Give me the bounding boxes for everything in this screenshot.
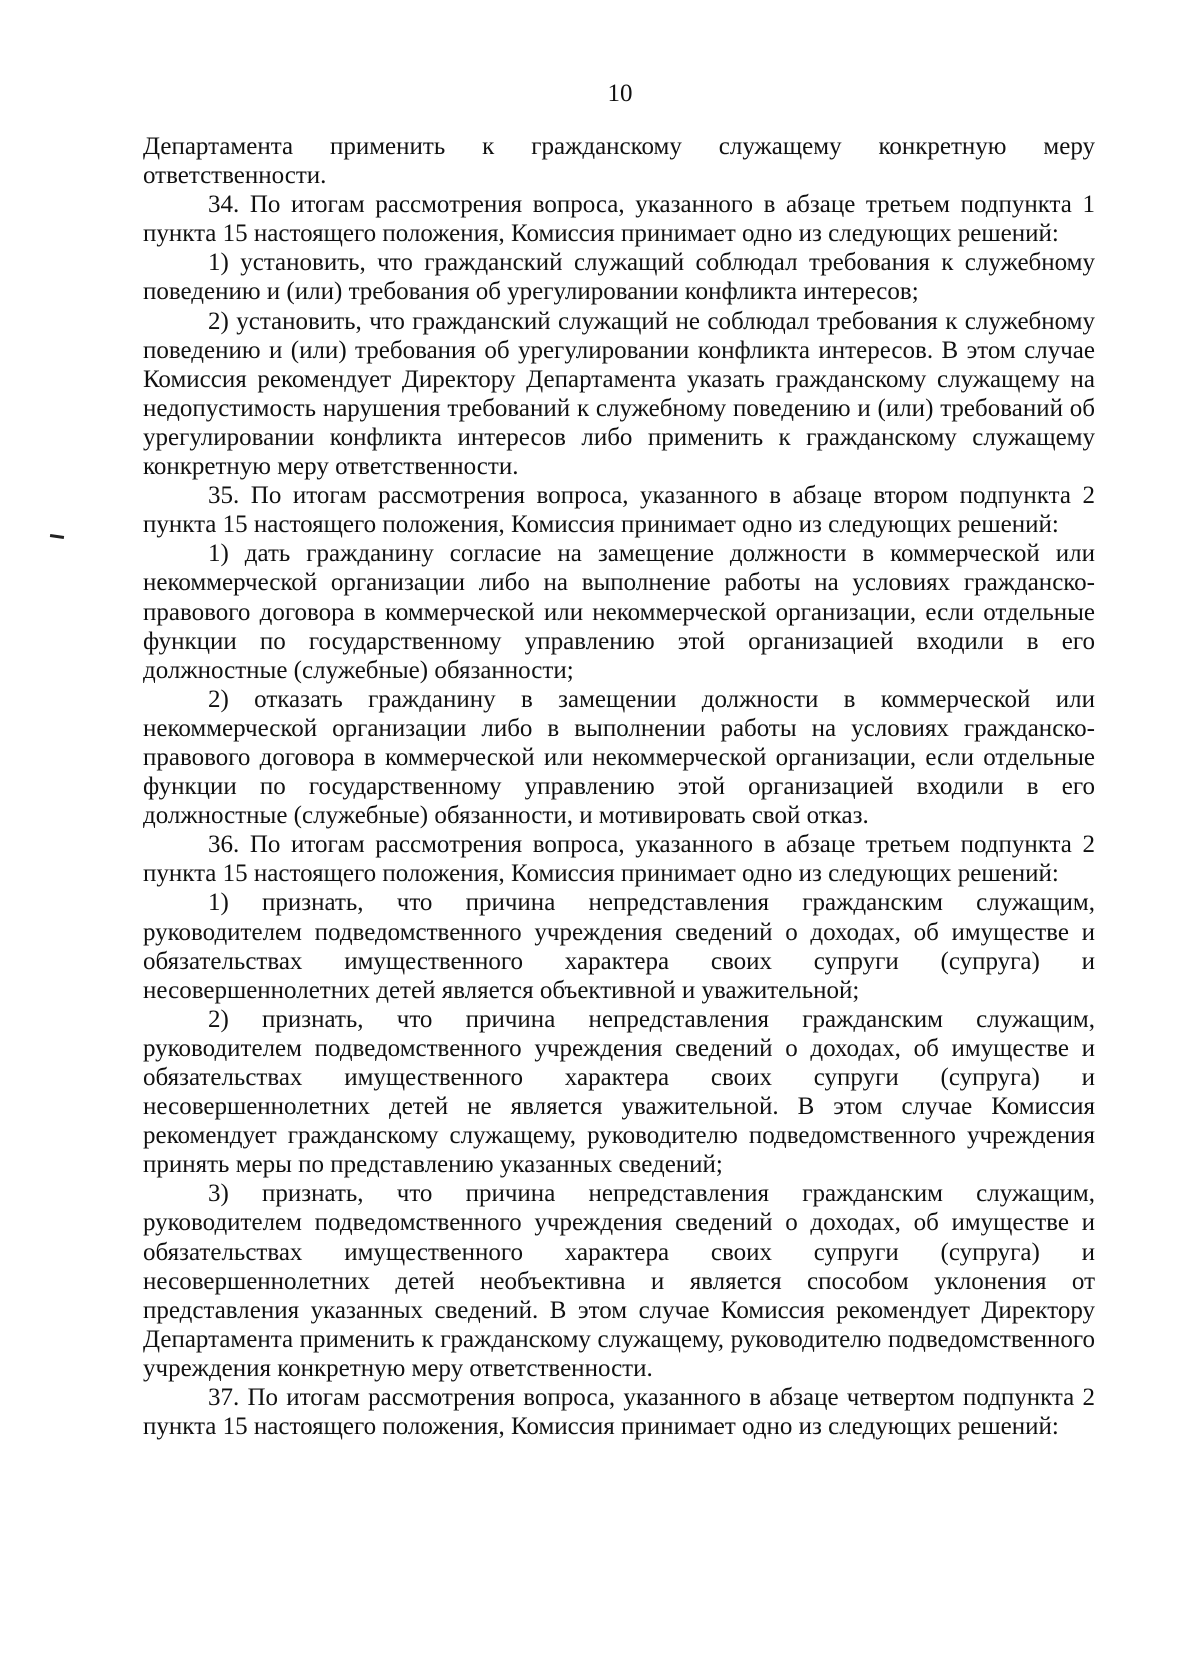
paragraph-34-item-2: 2) установить, что гражданский служащий не соблюдал требования к служебному поведению и (или) требования об урегулировании конфликта интересов. В этом случае Комиссия рекомендует Директору Департамента указать гражданскому служащему на недопустимость нарушения требований к служебному поведению и (или) требований об урегулировании конфликта интересов либо применить к гражданскому служащему конкретную меру ответственности. xyxy=(143,307,1095,481)
page-number: 10 xyxy=(607,80,633,107)
paragraph-35-item-1: 1) дать гражданину согласие на замещение должности в коммерческой или некоммерческой организации либо на выполнение работы на условиях гражданско-правового договора в коммерческой или некоммерческой организации, если отдельные функции по государственному управлению этой организацией входили в его должностные (служебные) обязанности; xyxy=(143,540,1095,684)
paragraph-35: 35. По итогам рассмотрения вопроса, указанного в абзаце втором подпункта 2 пункта 15 настоящего положения, Комиссия принимает одно из следующих решений: xyxy=(143,482,1095,539)
paragraph-36-item-1: 1) признать, что причина непредставления гражданским служащим, руководителем подведомственного учреждения сведений о доходах, об имуществе и обязательствах имущественного характера своих супруги (супруга) и несовершеннолетних детей является объективной и уважительной; xyxy=(143,889,1095,1004)
paragraph-36-item-3: 3) признать, что причина непредставления гражданским служащим, руководителем подведомственного учреждения сведений о доходах, об имуществе и обязательствах имущественного характера своих супруги (супруга) и несовершеннолетних детей необъективна и является способом уклонения от представления указанных сведений. В этом случае Комиссия рекомендует Директору Департамента применить к гражданскому служащему, руководителю подведомственного учреждения конкретную меру ответственности. xyxy=(143,1180,1095,1382)
paragraph-36: 36. По итогам рассмотрения вопроса, указанного в абзаце третьем подпункта 2 пункта 15 настоящего положения, Комиссия принимает одно из следующих решений: xyxy=(143,831,1095,888)
document-body xyxy=(143,132,1095,1441)
paragraph-36-item-2: 2) признать, что причина непредставления гражданским служащим, руководителем подведомственного учреждения сведений о доходах, об имуществе и обязательствах имущественного характера своих супруги (супруга) и несовершеннолетних детей не является уважительной. В этом случае Комиссия рекомендует гражданскому служащему, руководителю подведомственного учреждения принять меры по представлению указанных сведений; xyxy=(143,1005,1095,1179)
paragraph-35-item-2: 2) отказать гражданину в замещении должности в коммерческой или некоммерческой организации либо в выполнении работы на условиях гражданско-правового договора в коммерческой или некоммерческой организации, если отдельные функции по государственному управлению этой организацией входили в его должностные (служебные) обязанности, и мотивировать свой отказ. xyxy=(143,685,1095,830)
paragraph-34-item-1: 1) установить, что гражданский служащий соблюдал требования к служебному поведению и (или) требования об урегулировании конфликта интересов; xyxy=(143,249,1095,306)
paragraph-34: 34. По итогам рассмотрения вопроса, указанного в абзаце третьем подпункта 1 пункта 15 настоящего положения, Комиссия принимает одно из следующих решений: xyxy=(143,191,1095,248)
paragraph-continuation: Департамента применить к гражданскому служащему конкретную меру ответственности. xyxy=(143,133,1095,190)
paragraph-37: 37. По итогам рассмотрения вопроса, указанного в абзаце четвертом подпункта 2 пункта 15 настоящего положения, Комиссия принимает одно из следующих решений: xyxy=(143,1384,1095,1441)
margin-mark xyxy=(50,534,64,539)
